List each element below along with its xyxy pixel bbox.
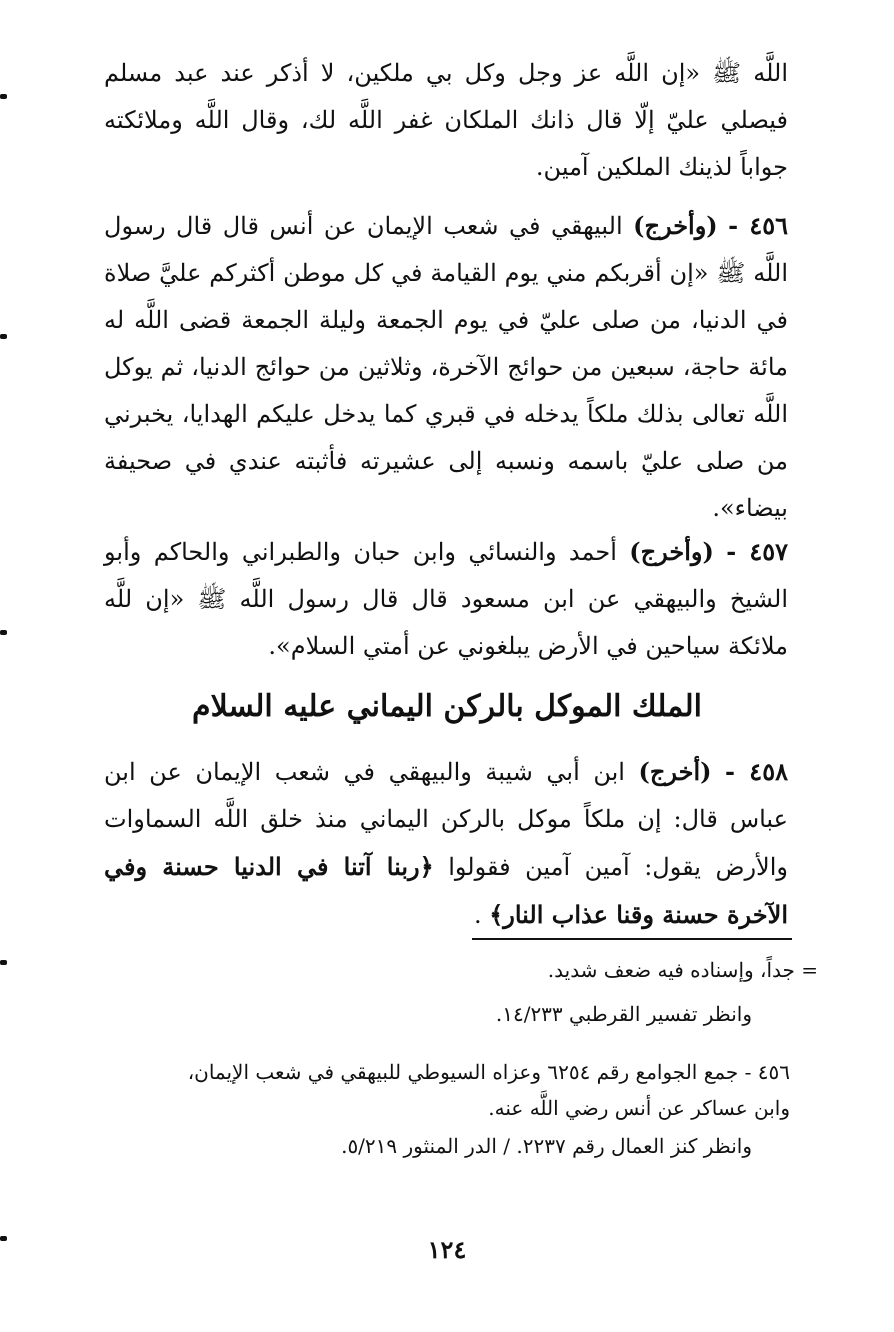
quran-verse: ﴿ربنا آتنا في الدنيا حسنة وفي الآخرة حسنة وقنا عذاب النار﴾ <box>104 852 788 929</box>
section-heading: الملك الموكل بالركن اليماني عليه السلام <box>192 689 702 724</box>
hadith-source-tag: (أخرج) <box>638 757 712 786</box>
footnote-line: وانظر تفسير القرطبي ١٤/٢٣٣. <box>495 1002 752 1026</box>
hadith-456 <box>104 202 788 532</box>
hadith-text: أحمد والنسائي وابن حبان والطبراني والحاكم وأبو الشيخ والبيهقي عن ابن مسعود قال قال رسول اللَّه ﷺ «إن للَّه ملائكة سياحين في الأرض يبلغوني عن أمتي السلام». <box>104 538 788 660</box>
scan-edge-mark <box>0 334 7 339</box>
hadith-source-tag: (وأخرج) <box>629 537 714 566</box>
hadith-text: ابن أبي شيبة والبيهقي في شعب الإيمان عن ابن عباس قال: إن ملكاً موكل بالركن اليماني منذ خلق اللَّه السماوات والأرض يقول: آمين آمين فقولوا <box>104 758 788 881</box>
scan-edge-mark <box>0 94 7 99</box>
footnote-line: وابن عساكر عن أنس رضي اللَّه عنه. <box>488 1096 790 1120</box>
footnote-line: وانظر كنز العمال رقم ٢٢٣٧. / الدر المنثور ٥/٢١٩. <box>341 1134 752 1158</box>
scan-edge-mark <box>0 630 7 635</box>
hadith-number: ٤٥٧ - <box>726 537 788 566</box>
page-number: ١٢٤ <box>427 1235 467 1264</box>
hadith-458 <box>104 748 788 939</box>
hadith-number: ٤٥٨ - <box>725 757 788 786</box>
footnote-line: = جداً، وإسناده فيه ضعف شديد. <box>547 958 818 982</box>
footnote-line: ٤٥٦ - جمع الجوامع رقم ٦٢٥٤ وعزاه السيوطي للبيهقي في شعب الإيمان، <box>187 1060 790 1084</box>
paragraph-continued <box>104 50 788 191</box>
sentence-end: . <box>473 901 482 929</box>
hadith-text: البيهقي في شعب الإيمان عن أنس قال قال رسول اللَّه ﷺ «إن أقربكم مني يوم القيامة في كل موطن أكثركم عليَّ صلاة في الدنيا، من صلى عليّ في يوم الجمعة وليلة الجمعة قضى اللَّه له مائة حاجة، سبعين من حوائج الآخرة، وثلاثين من حوائج الدنيا، ثم يوكل اللَّه تعالى بذلك ملكاً يدخله في قبري كما يدخل عليكم الهدايا، يخبرني من صلى عليّ باسمه ونسبه إلى عشيرته فأثبته عندي في صحيفة بيضاء». <box>104 212 788 522</box>
hadith-number: ٤٥٦ - <box>728 211 788 240</box>
paragraph-text: اللَّه ﷺ «إن اللَّه عز وجل وكل بي ملكين، لا أذكر عند عبد مسلم فيصلي عليّ إلّا قال ذانك الملكان غفر اللَّه لك، وقال اللَّه وملائكته جواباً لذينك الملكين آمين. <box>104 59 788 181</box>
hadith-457 <box>104 528 788 670</box>
hadith-source-tag: (وأخرج) <box>633 211 718 240</box>
footnote-divider <box>472 938 792 940</box>
scan-edge-mark <box>0 960 7 965</box>
